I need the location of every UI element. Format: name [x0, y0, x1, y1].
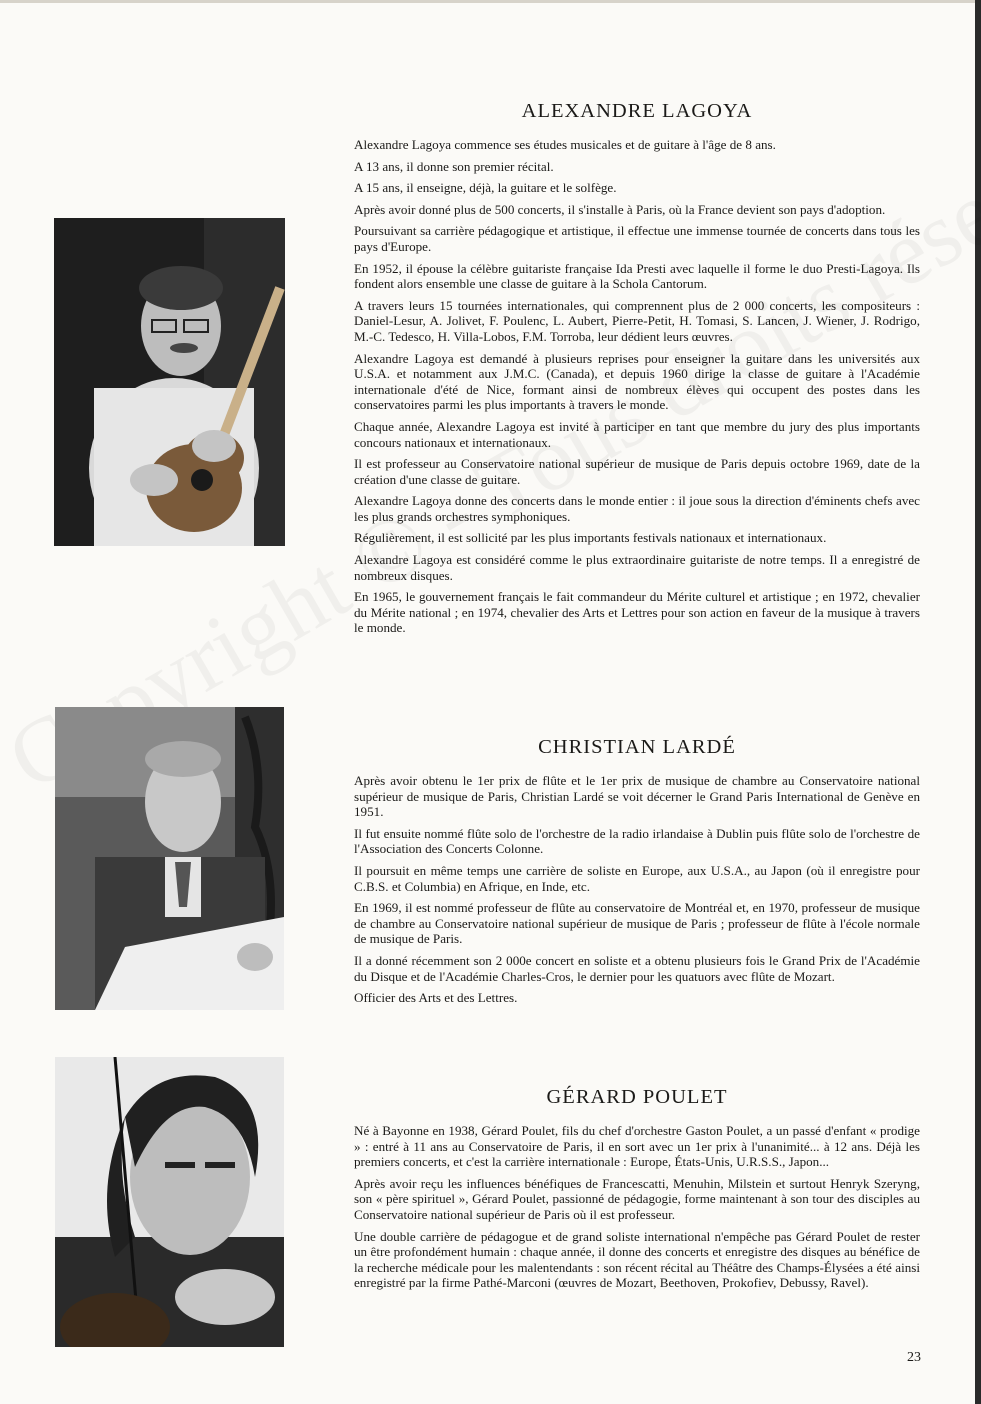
- violinist-portrait-icon: [55, 1057, 284, 1347]
- bio-paragraph: En 1952, il épouse la célèbre guitariste française Ida Presti avec laquelle il forme le duo Presti-Lagoya. Ils fondent alors ensemble une classe de guitare à la Schola Cantorum.: [354, 260, 920, 292]
- bio-paragraph: En 1965, le gouvernement français le fait commandeur du Mérite culturel et artistique ; en 1972, chevalier du Mérite national ; en 1974, chevalier des Arts et Lettres pour son action en faveur de la musique à travers le monde.: [354, 589, 920, 636]
- page-number: 23: [907, 1350, 921, 1365]
- bio-section-poulet: [354, 1086, 920, 1297]
- bio-paragraph: Après avoir reçu les influences bénéfiques de Francescatti, Menuhin, Milstein et surtout Henryk Szeryng, son « père spirituel », Gérard Poulet, passionné de pédagogie, forme maintenant à son tour des disciples au Conservatoire national supérieur de Paris où il est professeur.: [354, 1175, 920, 1222]
- bio-paragraph: Officier des Arts et des Lettres.: [354, 990, 518, 1006]
- guitarist-portrait-icon: [54, 218, 285, 546]
- portrait-photo-poulet: [55, 1057, 284, 1347]
- portrait-photo-larde: [55, 707, 284, 1010]
- bio-paragraph: Il est professeur au Conservatoire national supérieur de musique de Paris depuis octobre 1969, date de la création d'une classe de guitare.: [354, 456, 920, 487]
- bio-paragraph: Chaque année, Alexandre Lagoya est invité à participer en tant que membre du jury des plus importants concours nationaux et internationaux.: [354, 418, 920, 450]
- bio-paragraph: Il fut ensuite nommé flûte solo de l'orchestre de la radio irlandaise à Dublin puis flûte solo de l'orchestre de l'Association des Concerts Colonne.: [354, 825, 920, 857]
- bio-paragraph: Il a donné récemment son 2 000e concert en soliste et a obtenu plusieurs fois le Grand Prix de l'Académie du Disque et de l'Académie Charles-Cros, le dernier pour les quatuors avec flûte de Mozart.: [354, 952, 920, 984]
- bio-text: [354, 1123, 920, 1291]
- bio-paragraph: En 1969, il est nommé professeur de flûte au conservatoire de Montréal et, en 1970, professeur de musique de chambre au Conservatoire national supérieur de musique de Paris ; professeur de flûte à l'école normale de musique de Paris.: [354, 900, 920, 947]
- bio-paragraph: Régulièrement, il est sollicité par les plus importants festivals nationaux et internationaux.: [354, 530, 827, 546]
- portrait-photo-lagoya: [54, 218, 285, 546]
- bio-text: [354, 137, 920, 636]
- bio-paragraph: Il poursuit en même temps une carrière de soliste en Europe, aux U.S.A., au Japon (où il enregistre pour C.B.S. et Columbia) en Afrique, en Inde, etc.: [354, 862, 920, 894]
- bio-paragraph: Alexandre Lagoya est considéré comme le plus extraordinaire guitariste de notre temps. Il a enregistré de nombreux disques.: [354, 552, 920, 583]
- artist-name: GÉRARD POULET: [546, 1086, 728, 1108]
- bio-paragraph: Né à Bayonne en 1938, Gérard Poulet, fils du chef d'orchestre Gaston Poulet, a un passé d'enfant « prodige » : entré à 11 ans au Conservatoire de Paris, il en sort avec un 1er prix à l'unanimité... à 12 ans. Déjà les premiers concerts, et c'est la carrière internationale : Europe, États-Unis, U.R.S.S., Japon...: [354, 1123, 920, 1170]
- bio-paragraph: Une double carrière de pédagogue et de grand soliste international n'empêche pas Gérard Poulet de rester un être profondément humain : chaque année, il donne des concerts et enregistre des disques au bénéfice de la recherche médicale pour les malentendants : son récent récital au Théâtre des Champs-Élysées a été ainsi enregistré par la firme Pathé-Marconi (œuvres de Mozart, Beethoven, Prokofiev, Debussy, Ravel).: [354, 1228, 920, 1291]
- bio-paragraph: A 13 ans, il donne son premier récital.: [354, 158, 554, 174]
- flutist-portrait-icon: [55, 707, 284, 1010]
- bio-paragraph: A 15 ans, il enseigne, déjà, la guitare et le solfège.: [354, 180, 617, 196]
- artist-name: CHRISTIAN LARDÉ: [538, 736, 736, 758]
- page-top-edge: [0, 0, 981, 3]
- bio-paragraph: Après avoir donné plus de 500 concerts, il s'installe à Paris, où la France devient son pays d'adoption.: [354, 201, 886, 217]
- bio-paragraph: A travers leurs 15 tournées internationales, qui comprennent plus de 2 000 concerts, les compositeurs : Daniel-Lesur, A. Jolivet, F. Poulenc, L. Aubert, Pierre-Petit, H. Tomasi, S. Lancen, J. Wiener, J. Rodrigo, M.-C. Tedesco, H. Villa-Lobos, F.M. Torroba, leur dédient leurs œuvres.: [354, 297, 920, 344]
- bio-section-larde: [354, 736, 920, 1012]
- bio-paragraph: Alexandre Lagoya commence ses études musicales et de guitare à l'âge de 8 ans.: [354, 137, 776, 152]
- bio-paragraph: Alexandre Lagoya est demandé à plusieurs reprises pour enseigner la guitare dans les universités aux U.S.A. et notamment aux J.M.C. (Canada), et depuis 1960 dirige la classe de guitare à l'Académie internationale d'été de Nice, formant ainsi de nombreux élèves qui occupent des postes dans les conservatoires parmi les plus importants à travers le monde.: [354, 350, 920, 413]
- bio-paragraph: Alexandre Lagoya donne des concerts dans le monde entier : il joue sous la direction d'éminents chefs avec les plus grands orchestres symphoniques.: [354, 493, 920, 524]
- artist-name: ALEXANDRE LAGOYA: [521, 100, 753, 122]
- bio-paragraph: Après avoir obtenu le 1er prix de flûte et le 1er prix de musique de chambre au Conservatoire national supérieur de musique de Paris, Christian Lardé se voit décerner le Grand Paris International de Genève en 1951.: [354, 773, 920, 820]
- bio-paragraph: Poursuivant sa carrière pédagogique et artistique, il effectue une immense tournée de concerts dans tous les pays d'Europe.: [354, 223, 920, 254]
- bio-section-lagoya: [354, 100, 920, 642]
- page-right-edge: [975, 0, 981, 1404]
- bio-text: [354, 773, 920, 1006]
